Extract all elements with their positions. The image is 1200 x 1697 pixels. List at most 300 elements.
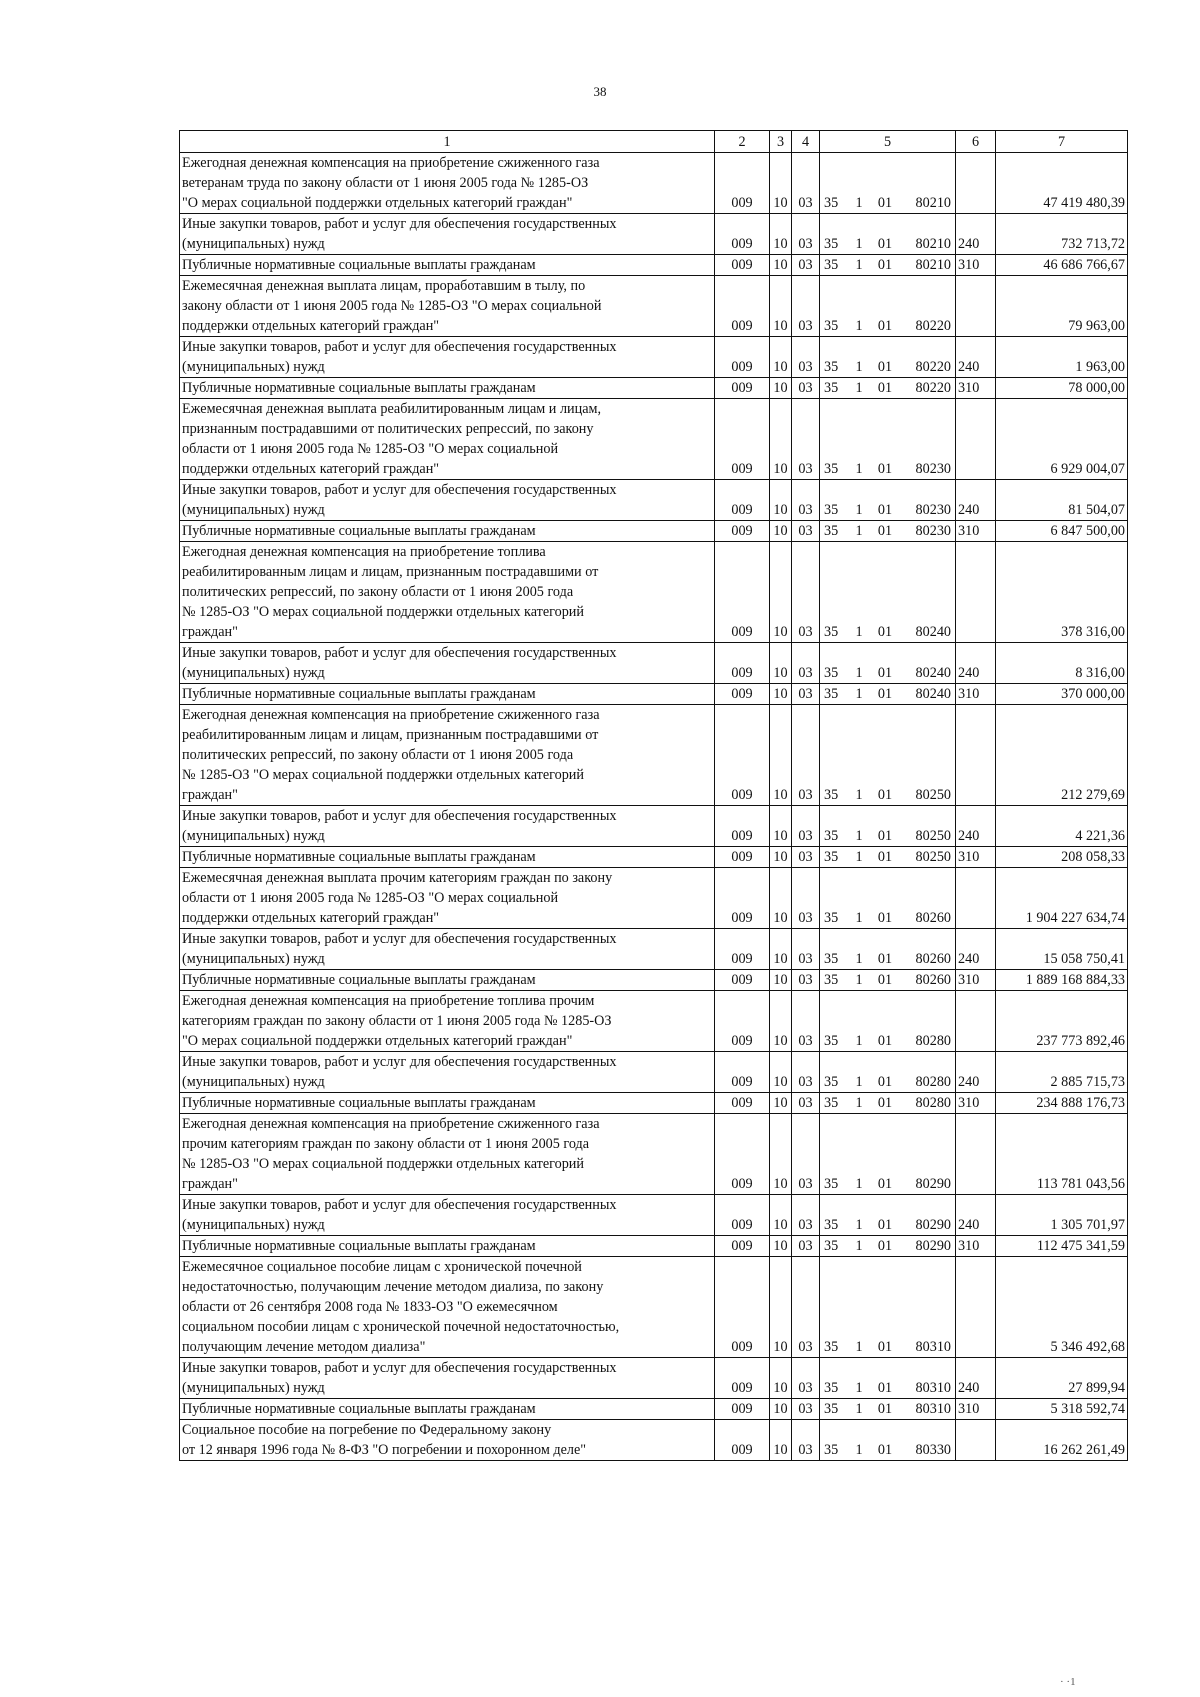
- cell-c2: 009: [715, 1358, 770, 1399]
- article-part: 1: [855, 502, 863, 518]
- cell-expense-type: 310: [956, 1093, 996, 1114]
- description-line: ветеранам труда по закону области от 1 июня 2005 года № 1285-ОЗ: [182, 175, 589, 191]
- table-row: [180, 991, 1128, 1052]
- cell-amount: 212 279,69: [996, 705, 1128, 806]
- cell-article: [820, 1399, 956, 1420]
- cell-article: [820, 929, 956, 970]
- description-line: получающим лечение методом диализа": [182, 1339, 426, 1355]
- article-part: 80220: [915, 359, 951, 375]
- article-part: 80210: [915, 236, 951, 252]
- article-part: 35: [824, 1442, 839, 1458]
- table-body: [180, 153, 1128, 1461]
- column-header-5: 5: [820, 131, 956, 153]
- table-row: [180, 521, 1128, 542]
- cell-c4: 03: [792, 1257, 820, 1358]
- article-part: 01: [877, 972, 893, 988]
- cell-c4: 03: [792, 521, 820, 542]
- cell-c2: 009: [715, 521, 770, 542]
- row-description: [180, 542, 715, 643]
- article-part: 1: [855, 318, 863, 334]
- article-part: 01: [877, 1095, 893, 1111]
- table-row: [180, 1236, 1128, 1257]
- description-line: прочим категориям граждан по закону области от 1 июня 2005 года: [182, 1136, 590, 1152]
- description-line: Публичные нормативные социальные выплаты гражданам: [182, 380, 536, 396]
- cell-amount: 378 316,00: [996, 542, 1128, 643]
- cell-amount: 1 904 227 634,74: [996, 868, 1128, 929]
- cell-article: [820, 337, 956, 378]
- article-part: 01: [877, 624, 893, 640]
- cell-c2: 009: [715, 480, 770, 521]
- description-line: (муниципальных) нужд: [182, 1217, 325, 1233]
- cell-article: [820, 255, 956, 276]
- article-part: 1: [855, 1033, 863, 1049]
- cell-amount: 47 419 480,39: [996, 153, 1128, 214]
- description-line: Публичные нормативные социальные выплаты гражданам: [182, 1401, 536, 1417]
- cell-c4: 03: [792, 399, 820, 480]
- table-row: [180, 378, 1128, 399]
- article-part: 80210: [915, 257, 951, 273]
- article-part: 35: [824, 951, 839, 967]
- cell-c3: 10: [770, 684, 792, 705]
- cell-c3: 10: [770, 1420, 792, 1461]
- article-part: 01: [877, 665, 893, 681]
- article-part: 1: [855, 1095, 863, 1111]
- cell-amount: 5 346 492,68: [996, 1257, 1128, 1358]
- cell-c3: 10: [770, 1093, 792, 1114]
- row-description: [180, 847, 715, 868]
- article-part: 01: [877, 1238, 893, 1254]
- cell-amount: 81 504,07: [996, 480, 1128, 521]
- article-part: 01: [877, 849, 893, 865]
- cell-c4: 03: [792, 276, 820, 337]
- description-line: Ежегодная денежная компенсация на приобретение сжиженного газа: [182, 155, 600, 171]
- article-part: 80240: [915, 686, 951, 702]
- cell-article: [820, 214, 956, 255]
- cell-article: [820, 276, 956, 337]
- row-description: [180, 806, 715, 847]
- cell-c4: 03: [792, 542, 820, 643]
- article-part: 80310: [915, 1401, 951, 1417]
- description-line: реабилитированным лицам и лицам, признанным пострадавшими от: [182, 564, 599, 580]
- article-part: 1: [855, 195, 863, 211]
- cell-c2: 009: [715, 847, 770, 868]
- description-line: граждан": [182, 787, 238, 803]
- row-description: [180, 1399, 715, 1420]
- cell-expense-type: 240: [956, 1052, 996, 1093]
- description-line: Публичные нормативные социальные выплаты гражданам: [182, 972, 536, 988]
- article-part: 01: [877, 502, 893, 518]
- article-part: 1: [855, 1339, 863, 1355]
- cell-expense-type: 240: [956, 806, 996, 847]
- cell-expense-type: [956, 1257, 996, 1358]
- article-part: 80280: [915, 1033, 951, 1049]
- cell-c2: 009: [715, 399, 770, 480]
- article-part: 80290: [915, 1176, 951, 1192]
- article-part: 35: [824, 318, 839, 334]
- article-part: 35: [824, 1033, 839, 1049]
- article-part: 1: [855, 624, 863, 640]
- cell-c4: 03: [792, 970, 820, 991]
- header-row: [180, 131, 1128, 153]
- description-line: Публичные нормативные социальные выплаты гражданам: [182, 686, 536, 702]
- description-line: (муниципальных) нужд: [182, 359, 325, 375]
- article-part: 1: [855, 951, 863, 967]
- cell-c2: 009: [715, 1195, 770, 1236]
- article-part: 01: [877, 195, 893, 211]
- cell-c4: 03: [792, 480, 820, 521]
- article-part: 35: [824, 523, 839, 539]
- cell-expense-type: 310: [956, 521, 996, 542]
- row-description: [180, 970, 715, 991]
- description-line: "О мерах социальной поддержки отдельных категорий граждан": [182, 195, 573, 211]
- table-row: [180, 542, 1128, 643]
- cell-article: [820, 1093, 956, 1114]
- cell-c3: 10: [770, 970, 792, 991]
- article-part: 80310: [915, 1380, 951, 1396]
- article-part: 35: [824, 665, 839, 681]
- article-part: 01: [877, 523, 893, 539]
- description-line: социальном пособии лицам с хронической почечной недостаточностью,: [182, 1319, 620, 1335]
- cell-article: [820, 480, 956, 521]
- cell-c2: 009: [715, 1114, 770, 1195]
- article-part: 35: [824, 257, 839, 273]
- cell-c2: 009: [715, 153, 770, 214]
- article-part: 1: [855, 523, 863, 539]
- cell-c3: 10: [770, 868, 792, 929]
- cell-article: [820, 521, 956, 542]
- table-row: [180, 337, 1128, 378]
- description-line: Ежемесячное социальное пособие лицам с хронической почечной: [182, 1259, 582, 1275]
- description-line: признанным пострадавшими от политических репрессий, по закону: [182, 421, 594, 437]
- table-row: [180, 399, 1128, 480]
- cell-c3: 10: [770, 1399, 792, 1420]
- article-part: 1: [855, 1401, 863, 1417]
- article-part: 35: [824, 380, 839, 396]
- cell-amount: 1 963,00: [996, 337, 1128, 378]
- cell-amount: 6 929 004,07: [996, 399, 1128, 480]
- article-part: 01: [877, 1442, 893, 1458]
- article-part: 80260: [915, 972, 951, 988]
- description-line: (муниципальных) нужд: [182, 1380, 325, 1396]
- corner-mark: · ·1: [1060, 1676, 1076, 1688]
- cell-c3: 10: [770, 521, 792, 542]
- cell-c2: 009: [715, 991, 770, 1052]
- cell-expense-type: [956, 542, 996, 643]
- description-line: Иные закупки товаров, работ и услуг для обеспечения государственных: [182, 645, 617, 661]
- cell-c4: 03: [792, 806, 820, 847]
- description-line: (муниципальных) нужд: [182, 951, 325, 967]
- cell-expense-type: [956, 705, 996, 806]
- cell-c4: 03: [792, 255, 820, 276]
- column-header-6: 6: [956, 131, 996, 153]
- cell-article: [820, 643, 956, 684]
- cell-amount: 78 000,00: [996, 378, 1128, 399]
- cell-c2: 009: [715, 1052, 770, 1093]
- cell-c3: 10: [770, 1114, 792, 1195]
- row-description: [180, 643, 715, 684]
- cell-expense-type: [956, 991, 996, 1052]
- article-part: 80260: [915, 951, 951, 967]
- table-row: [180, 255, 1128, 276]
- table-row: [180, 1399, 1128, 1420]
- cell-c3: 10: [770, 991, 792, 1052]
- description-line: Иные закупки товаров, работ и услуг для обеспечения государственных: [182, 931, 617, 947]
- row-description: [180, 929, 715, 970]
- table-row: [180, 276, 1128, 337]
- article-part: 35: [824, 1095, 839, 1111]
- article-part: 01: [877, 787, 893, 803]
- page-number: 38: [593, 84, 607, 99]
- article-part: 35: [824, 359, 839, 375]
- description-line: № 1285-ОЗ "О мерах социальной поддержки отдельных категорий: [182, 604, 584, 620]
- row-description: [180, 705, 715, 806]
- article-part: 01: [877, 1401, 893, 1417]
- table-row: [180, 480, 1128, 521]
- cell-expense-type: 240: [956, 337, 996, 378]
- article-part: 1: [855, 1217, 863, 1233]
- cell-article: [820, 705, 956, 806]
- cell-amount: 15 058 750,41: [996, 929, 1128, 970]
- article-part: 35: [824, 502, 839, 518]
- article-part: 01: [877, 257, 893, 273]
- row-description: [180, 1236, 715, 1257]
- cell-expense-type: 240: [956, 214, 996, 255]
- article-part: 35: [824, 195, 839, 211]
- article-part: 80240: [915, 665, 951, 681]
- table-row: [180, 643, 1128, 684]
- article-part: 01: [877, 1074, 893, 1090]
- cell-c2: 009: [715, 214, 770, 255]
- cell-c2: 009: [715, 684, 770, 705]
- article-part: 80260: [915, 910, 951, 926]
- cell-expense-type: [956, 153, 996, 214]
- cell-c3: 10: [770, 378, 792, 399]
- table-row: [180, 806, 1128, 847]
- article-part: 35: [824, 828, 839, 844]
- column-header-3: 3: [770, 131, 792, 153]
- cell-c3: 10: [770, 255, 792, 276]
- description-line: (муниципальных) нужд: [182, 502, 325, 518]
- cell-c4: 03: [792, 705, 820, 806]
- cell-c4: 03: [792, 868, 820, 929]
- cell-c3: 10: [770, 1195, 792, 1236]
- cell-amount: 234 888 176,73: [996, 1093, 1128, 1114]
- article-part: 35: [824, 1339, 839, 1355]
- description-line: граждан": [182, 624, 238, 640]
- cell-article: [820, 1052, 956, 1093]
- cell-article: [820, 153, 956, 214]
- cell-article: [820, 1358, 956, 1399]
- table-row: [180, 705, 1128, 806]
- cell-expense-type: 240: [956, 1358, 996, 1399]
- article-part: 01: [877, 951, 893, 967]
- description-line: Публичные нормативные социальные выплаты гражданам: [182, 523, 536, 539]
- cell-c4: 03: [792, 153, 820, 214]
- article-part: 01: [877, 1339, 893, 1355]
- article-part: 1: [855, 665, 863, 681]
- cell-expense-type: [956, 276, 996, 337]
- cell-amount: 16 262 261,49: [996, 1420, 1128, 1461]
- article-part: 1: [855, 972, 863, 988]
- row-description: [180, 480, 715, 521]
- article-part: 1: [855, 787, 863, 803]
- cell-c3: 10: [770, 276, 792, 337]
- description-line: от 12 января 1996 года № 8-ФЗ "О погребении и похоронном деле": [182, 1442, 587, 1458]
- description-line: поддержки отдельных категорий граждан": [182, 461, 440, 477]
- article-part: 01: [877, 380, 893, 396]
- article-part: 01: [877, 686, 893, 702]
- cell-amount: 1 889 168 884,33: [996, 970, 1128, 991]
- article-part: 80210: [915, 195, 951, 211]
- description-line: Иные закупки товаров, работ и услуг для обеспечения государственных: [182, 216, 617, 232]
- article-part: 01: [877, 910, 893, 926]
- cell-article: [820, 847, 956, 868]
- cell-c2: 009: [715, 705, 770, 806]
- cell-c2: 009: [715, 1236, 770, 1257]
- cell-article: [820, 991, 956, 1052]
- cell-expense-type: 240: [956, 480, 996, 521]
- cell-expense-type: [956, 868, 996, 929]
- cell-c3: 10: [770, 1236, 792, 1257]
- table-row: [180, 929, 1128, 970]
- description-line: поддержки отдельных категорий граждан": [182, 318, 440, 334]
- row-description: [180, 521, 715, 542]
- cell-amount: 237 773 892,46: [996, 991, 1128, 1052]
- article-part: 35: [824, 236, 839, 252]
- cell-article: [820, 1420, 956, 1461]
- row-description: [180, 991, 715, 1052]
- cell-c2: 009: [715, 1420, 770, 1461]
- cell-c3: 10: [770, 214, 792, 255]
- description-line: Ежегодная денежная компенсация на приобретение сжиженного газа: [182, 707, 600, 723]
- description-line: Иные закупки товаров, работ и услуг для обеспечения государственных: [182, 339, 617, 355]
- description-line: № 1285-ОЗ "О мерах социальной поддержки отдельных категорий: [182, 1156, 584, 1172]
- article-part: 35: [824, 1380, 839, 1396]
- table-row: [180, 214, 1128, 255]
- article-part: 80330: [915, 1442, 951, 1458]
- row-description: [180, 1114, 715, 1195]
- table-row: [180, 1257, 1128, 1358]
- cell-amount: 2 885 715,73: [996, 1052, 1128, 1093]
- cell-c4: 03: [792, 1399, 820, 1420]
- table-row: [180, 1195, 1128, 1236]
- cell-expense-type: [956, 1420, 996, 1461]
- cell-c3: 10: [770, 1257, 792, 1358]
- cell-expense-type: 310: [956, 1399, 996, 1420]
- description-line: Публичные нормативные социальные выплаты гражданам: [182, 1238, 536, 1254]
- cell-article: [820, 970, 956, 991]
- article-part: 1: [855, 1238, 863, 1254]
- cell-c3: 10: [770, 1358, 792, 1399]
- row-description: [180, 1093, 715, 1114]
- description-line: недостаточностью, получающим лечение методом диализа, по закону: [182, 1279, 604, 1295]
- description-line: Ежемесячная денежная выплата прочим категориям граждан по закону: [182, 870, 613, 886]
- description-line: Иные закупки товаров, работ и услуг для обеспечения государственных: [182, 808, 617, 824]
- description-line: политических репрессий, по закону области от 1 июня 2005 года: [182, 584, 574, 600]
- description-line: "О мерах социальной поддержки отдельных категорий граждан": [182, 1033, 573, 1049]
- article-part: 1: [855, 828, 863, 844]
- article-part: 01: [877, 318, 893, 334]
- description-line: области от 1 июня 2005 года № 1285-ОЗ "О мерах социальной: [182, 441, 559, 457]
- cell-article: [820, 1114, 956, 1195]
- description-line: политических репрессий, по закону области от 1 июня 2005 года: [182, 747, 574, 763]
- cell-amount: 208 058,33: [996, 847, 1128, 868]
- description-line: области от 1 июня 2005 года № 1285-ОЗ "О мерах социальной: [182, 890, 559, 906]
- cell-c2: 009: [715, 378, 770, 399]
- cell-amount: 27 899,94: [996, 1358, 1128, 1399]
- cell-c2: 009: [715, 337, 770, 378]
- table-row: [180, 1052, 1128, 1093]
- article-part: 01: [877, 1176, 893, 1192]
- article-part: 35: [824, 461, 839, 477]
- cell-article: [820, 684, 956, 705]
- row-description: [180, 1195, 715, 1236]
- cell-c2: 009: [715, 970, 770, 991]
- article-part: 35: [824, 1176, 839, 1192]
- budget-table: [179, 130, 1128, 1461]
- cell-c3: 10: [770, 399, 792, 480]
- article-part: 35: [824, 787, 839, 803]
- table-row: [180, 847, 1128, 868]
- article-part: 80220: [915, 318, 951, 334]
- article-part: 35: [824, 686, 839, 702]
- description-line: области от 26 сентября 2008 года № 1833-ОЗ "О ежемесячном: [182, 1299, 558, 1315]
- article-part: 35: [824, 972, 839, 988]
- article-part: 80220: [915, 380, 951, 396]
- cell-c2: 009: [715, 806, 770, 847]
- row-description: [180, 1052, 715, 1093]
- article-part: 80280: [915, 1095, 951, 1111]
- description-line: Иные закупки товаров, работ и услуг для обеспечения государственных: [182, 1360, 617, 1376]
- description-line: закону области от 1 июня 2005 года № 1285-ОЗ "О мерах социальной: [182, 298, 602, 314]
- cell-article: [820, 806, 956, 847]
- row-description: [180, 153, 715, 214]
- article-part: 35: [824, 849, 839, 865]
- table-row: [180, 684, 1128, 705]
- row-description: [180, 214, 715, 255]
- description-line: (муниципальных) нужд: [182, 1074, 325, 1090]
- article-part: 80310: [915, 1339, 951, 1355]
- row-description: [180, 378, 715, 399]
- cell-expense-type: 310: [956, 1236, 996, 1257]
- cell-c2: 009: [715, 1399, 770, 1420]
- article-part: 1: [855, 257, 863, 273]
- article-part: 1: [855, 1380, 863, 1396]
- cell-article: [820, 378, 956, 399]
- description-line: Ежегодная денежная компенсация на приобретение топлива: [182, 544, 546, 560]
- cell-c3: 10: [770, 1052, 792, 1093]
- column-header-1: 1: [180, 131, 715, 153]
- article-part: 01: [877, 1217, 893, 1233]
- description-line: граждан": [182, 1176, 238, 1192]
- article-part: 01: [877, 828, 893, 844]
- cell-amount: 6 847 500,00: [996, 521, 1128, 542]
- cell-c2: 009: [715, 929, 770, 970]
- article-part: 1: [855, 1074, 863, 1090]
- cell-c4: 03: [792, 1195, 820, 1236]
- cell-expense-type: 310: [956, 847, 996, 868]
- article-part: 35: [824, 1217, 839, 1233]
- column-header-4: 4: [792, 131, 820, 153]
- article-part: 80290: [915, 1217, 951, 1233]
- article-part: 80230: [915, 461, 951, 477]
- cell-amount: 8 316,00: [996, 643, 1128, 684]
- cell-c3: 10: [770, 153, 792, 214]
- cell-expense-type: 240: [956, 1195, 996, 1236]
- row-description: [180, 1257, 715, 1358]
- row-description: [180, 1358, 715, 1399]
- cell-expense-type: 310: [956, 684, 996, 705]
